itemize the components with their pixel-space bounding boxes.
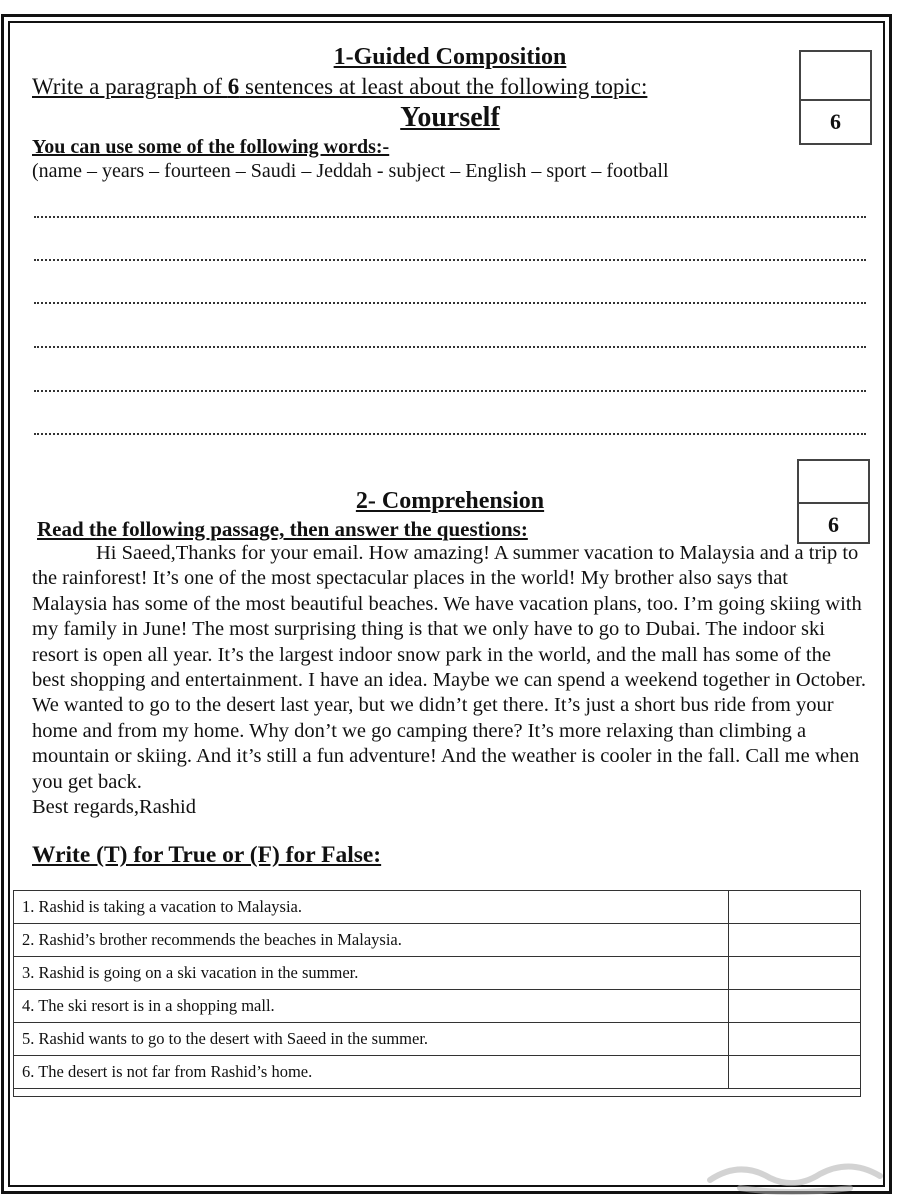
table-row — [14, 957, 861, 990]
table-extra-row-right-border — [860, 1064, 861, 1097]
table-row — [14, 990, 861, 1023]
instruction-post: sentences at least about the following topic: — [239, 74, 648, 99]
watermark-logo — [700, 1150, 890, 1196]
score-box-divider — [799, 502, 868, 504]
composition-topic: Yourself — [400, 102, 500, 133]
section1-score: 6 — [830, 109, 841, 134]
word-bank-label: You can use some of the following words:- — [32, 136, 390, 158]
answer-line[interactable] — [34, 346, 866, 348]
section1-title: 1-Guided Composition — [333, 44, 567, 70]
answer-line[interactable] — [34, 302, 866, 304]
section2-score: 6 — [828, 512, 839, 537]
statement-cell: 3. Rashid is going on a ski vacation in the summer. — [14, 957, 729, 990]
answer-cell[interactable] — [729, 1056, 861, 1089]
section2-score-box — [797, 459, 870, 544]
reading-passage — [32, 541, 868, 820]
score-box-divider — [801, 99, 870, 101]
answer-line[interactable] — [34, 433, 866, 435]
table-bottom-border — [13, 1096, 861, 1097]
passage-body: Hi Saeed,Thanks for your email. How amazing! A summer vacation to Malaysia and a trip to the rainforest! It’s one of the most spectacular places in the world! My brother also says that Malaysia has some of the most beautiful beaches. We have vacation plans, too. I’m going skiing with my family in June! The most surprising thing is that we only have to go to Dubai. The indoor ski resort is open all year. It’s the largest indoor snow park in the world, and the mall has some of the best shopping and entertainment. I have an idea. Maybe we can spend a weekend together in October. We wanted to go to the desert last year, but we didn’t get there. It’s just a short bus ride from your home and from my home. Why don’t we go camping there? It’s more relaxing than climbing a mountain or skiing. And it’s still a fun adventure! And the weather is cooler in the fall. Call me when you get back. — [32, 542, 866, 793]
statement-cell: 1. Rashid is taking a vacation to Malaysia. — [14, 891, 729, 924]
table-row — [14, 1023, 861, 1056]
table-row — [14, 924, 861, 957]
passage-signoff: Best regards,Rashid — [32, 796, 196, 819]
table-row — [14, 1056, 861, 1089]
true-false-table — [13, 890, 861, 1089]
answer-cell[interactable] — [729, 891, 861, 924]
section2-instruction: Read the following passage, then answer the questions: — [37, 517, 528, 541]
section1-score-box — [799, 50, 872, 145]
answer-line[interactable] — [34, 259, 866, 261]
statement-cell: 2. Rashid’s brother recommends the beaches in Malaysia. — [14, 924, 729, 957]
instruction-number: 6 — [227, 74, 240, 99]
word-bank-list: (name – years – fourteen – Saudi – Jeddah - subject – English – sport – football — [32, 160, 669, 182]
true-false-heading: Write (T) for True or (F) for False: — [32, 842, 382, 868]
table-extra-row-left-border — [13, 1064, 14, 1097]
answer-cell[interactable] — [729, 990, 861, 1023]
answer-cell[interactable] — [729, 957, 861, 990]
watermark-stroke — [740, 1188, 850, 1192]
answer-line[interactable] — [34, 390, 866, 392]
answer-line[interactable] — [34, 216, 866, 218]
section1-instruction — [32, 74, 647, 100]
statement-cell: 4. The ski resort is in a shopping mall. — [14, 990, 729, 1023]
section2-title: 2- Comprehension — [355, 488, 545, 514]
instruction-pre: Write a paragraph of — [32, 74, 228, 99]
statement-cell: 5. Rashid wants to go to the desert with Saeed in the summer. — [14, 1023, 729, 1056]
answer-cell[interactable] — [729, 924, 861, 957]
watermark-stroke — [710, 1166, 880, 1183]
table-row — [14, 891, 861, 924]
statement-cell: 6. The desert is not far from Rashid’s home. — [14, 1056, 729, 1089]
answer-cell[interactable] — [729, 1023, 861, 1056]
